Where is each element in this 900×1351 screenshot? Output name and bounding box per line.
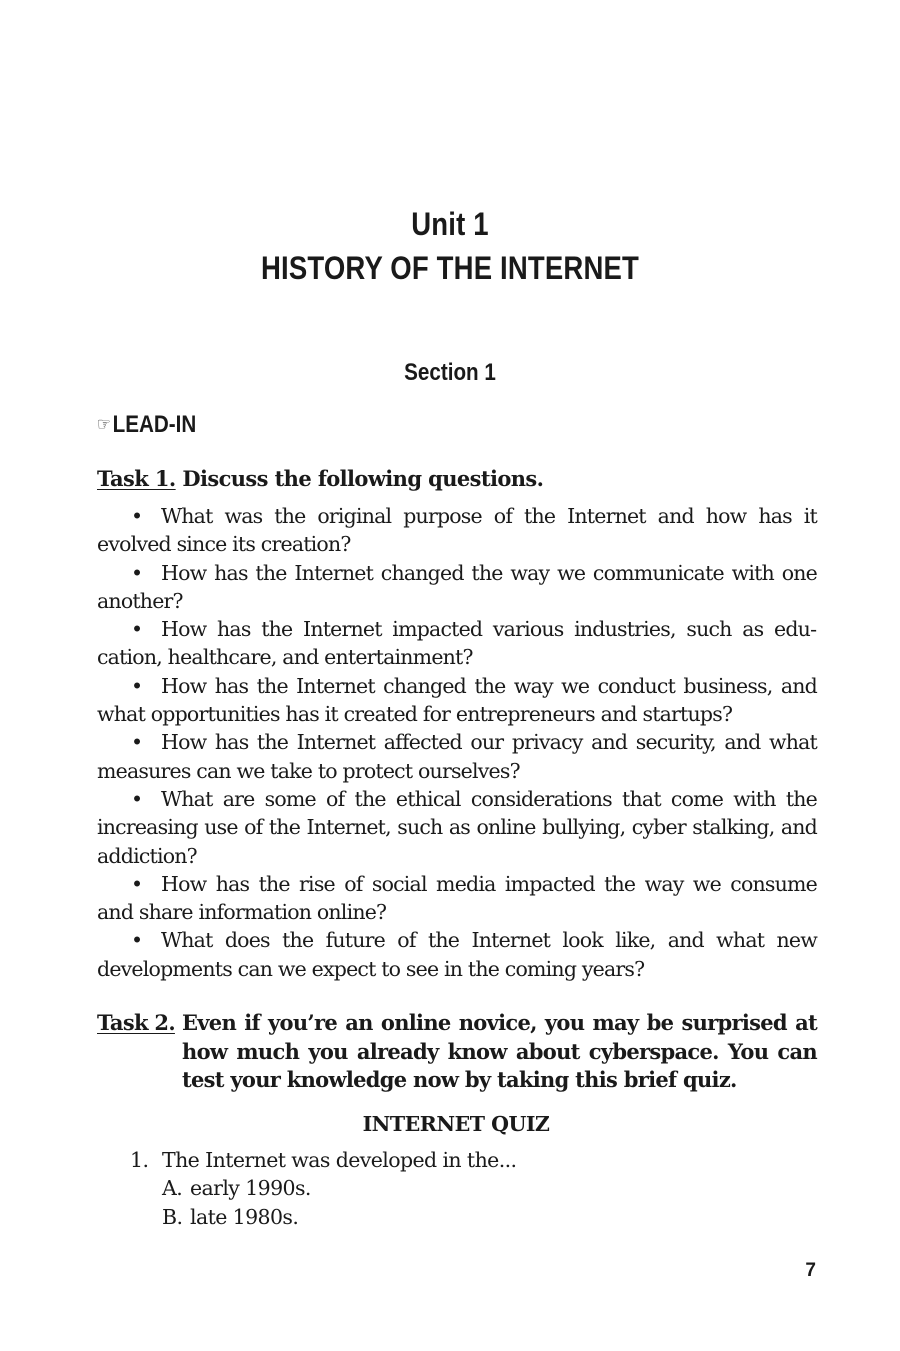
quiz-option: [130, 1174, 820, 1202]
task1-instruction: Discuss the following questions.: [182, 466, 544, 491]
option-text: early 1990s.: [190, 1176, 311, 1201]
question-text: What does the future of the Internet look like, and what new developments can we expect to see in the coming years?: [97, 928, 817, 981]
task1-question-list: [97, 502, 817, 983]
lead-in-heading: [97, 410, 196, 442]
list-item: [97, 502, 817, 559]
list-item: [97, 870, 817, 927]
bullet-icon: •: [131, 560, 143, 585]
question-text: The Internet was developed in the...: [162, 1148, 517, 1172]
quiz-list: [130, 1146, 820, 1231]
question-text: How has the Internet changed the way we communicate with one another?: [97, 560, 817, 613]
unit-title: HISTORY OF THE INTERNET: [260, 250, 640, 286]
list-item: [97, 728, 817, 785]
question-text: How has the Internet affected our privacy and security, and what measures can we take to protect ourselves?: [97, 730, 817, 783]
quiz-question: [130, 1146, 820, 1174]
question-text: How has the rise of social media impacted the way we consume and share information online?: [97, 871, 817, 925]
list-item: [97, 559, 817, 616]
question-text: How has the Internet changed the way we conduct business, and what opportunities has it created for entrepreneurs and startups?: [97, 673, 817, 727]
bullet-icon: •: [131, 617, 143, 642]
task2-instruction: Even if you’re an online novice, you may be surprised at how much you already know about cyberspace. You can test your knowledge now by taking this brief quiz.: [182, 1010, 817, 1092]
unit-number: Unit 1: [411, 206, 489, 242]
bullet-icon: •: [131, 504, 143, 528]
lead-in-label: LEAD-IN: [112, 411, 197, 438]
bullet-icon: •: [131, 786, 143, 811]
bullet-icon: •: [131, 928, 143, 953]
question-text: What are some of the ethical considerations that come with the increasing use of the Internet, such as online bullying, cyber stalking, and addiction?: [97, 786, 817, 868]
question-text: What was the original purpose of the Internet and how has it evolved since its creation?: [97, 504, 817, 557]
quiz-title: INTERNET QUIZ: [362, 1112, 550, 1136]
quiz-option: [130, 1203, 820, 1231]
option-text: late 1980s.: [190, 1204, 299, 1229]
task2-label: Task 2.: [97, 1010, 175, 1035]
section-title: Section 1: [404, 359, 496, 386]
bullet-icon: •: [131, 871, 143, 896]
option-letter: A.: [162, 1176, 183, 1201]
question-number: 1.: [130, 1148, 149, 1172]
list-item: [97, 615, 817, 672]
task1-label: Task 1.: [97, 466, 176, 491]
page-number: 7: [805, 1260, 816, 1281]
question-text: How has the Internet impacted various industries, such as education, healthcare, and entertainment?: [97, 617, 817, 670]
option-letter: B.: [162, 1204, 183, 1229]
list-item: [97, 926, 817, 983]
bullet-icon: •: [131, 673, 143, 698]
pointing-hand-icon: ☞: [97, 414, 111, 435]
unit-heading: [63, 202, 837, 290]
bullet-icon: •: [131, 730, 143, 755]
list-item: [97, 785, 817, 870]
task1-heading: [97, 465, 817, 493]
list-item: [97, 672, 817, 729]
